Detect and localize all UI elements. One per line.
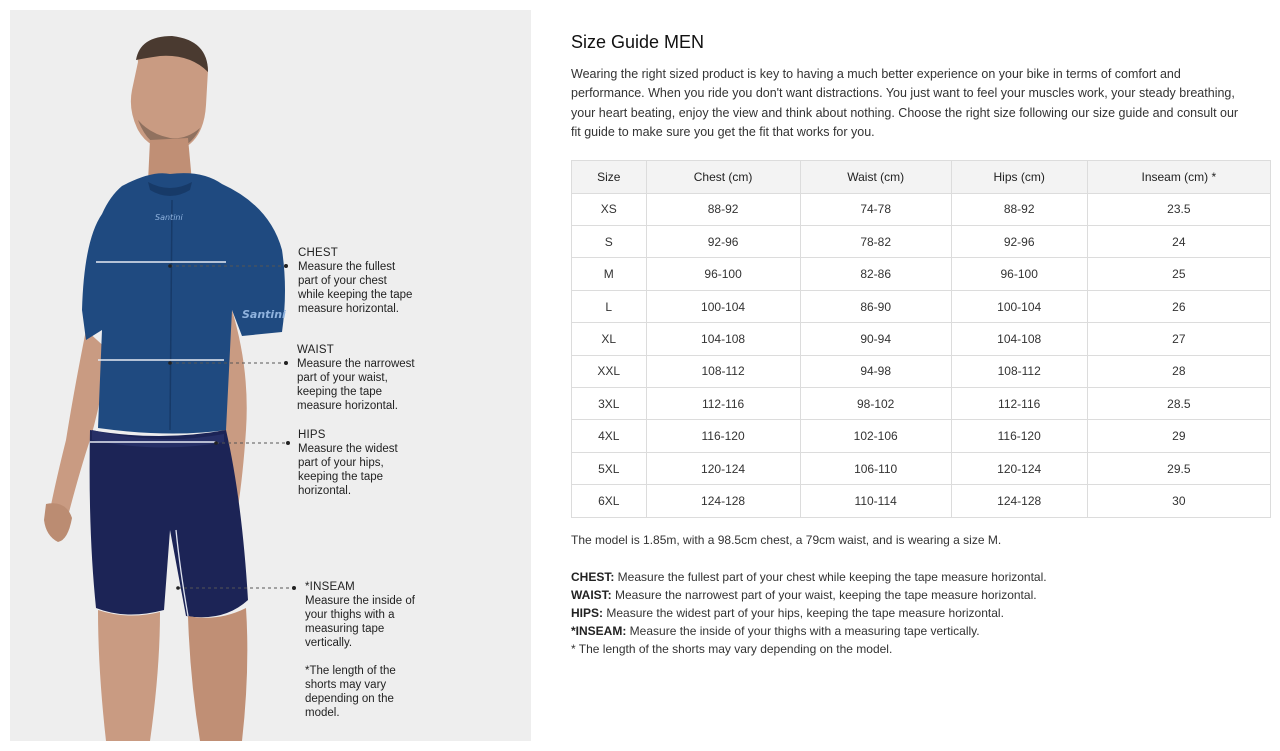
inseam-cell: 29.5 xyxy=(1087,452,1270,484)
chest-cell: 112-116 xyxy=(646,388,800,420)
inseam-cell: 28.5 xyxy=(1087,388,1270,420)
table-header-row xyxy=(572,161,1271,194)
callout-chest-description: Measure the fullest part of your chest while keeping the tape measure horizontal. xyxy=(298,261,413,315)
hips-cell: 92-96 xyxy=(951,226,1087,258)
callout-hips-description: Measure the widest part of your hips, keeping the tape horizontal. xyxy=(298,443,398,497)
definition-line xyxy=(571,568,1271,586)
waist-cell: 94-98 xyxy=(800,355,951,387)
chest-cell: 116-120 xyxy=(646,420,800,452)
hips-cell: 108-112 xyxy=(951,355,1087,387)
waist-cell: 82-86 xyxy=(800,258,951,290)
hips-cell: 100-104 xyxy=(951,290,1087,322)
size-cell: 5XL xyxy=(572,452,647,484)
definition-line xyxy=(571,640,1271,658)
size-guide-content xyxy=(571,30,1271,658)
callout-chest-heading: CHEST xyxy=(298,247,338,259)
definition-line xyxy=(571,586,1271,604)
chest-cell: 100-104 xyxy=(646,290,800,322)
hips-cell: 116-120 xyxy=(951,420,1087,452)
waist-cell: 86-90 xyxy=(800,290,951,322)
hips-cell: 104-108 xyxy=(951,323,1087,355)
table-row xyxy=(572,355,1271,387)
table-row xyxy=(572,193,1271,225)
size-cell: L xyxy=(572,290,647,322)
callout-inseam-description: Measure the inside of your thighs with a measuring tape vertically. xyxy=(305,595,415,649)
size-table xyxy=(571,160,1271,517)
waist-cell: 110-114 xyxy=(800,485,951,517)
hips-cell: 124-128 xyxy=(951,485,1087,517)
definition-term: CHEST: xyxy=(571,569,615,584)
table-row xyxy=(572,323,1271,355)
hips-cell: 96-100 xyxy=(951,258,1087,290)
table-row xyxy=(572,452,1271,484)
inseam-cell: 26 xyxy=(1087,290,1270,322)
callout-inseam xyxy=(305,580,415,720)
definition-term: WAIST: xyxy=(571,587,612,602)
callout-waist-description: Measure the narrowest part of your waist, keeping the tape measure horizontal. xyxy=(297,358,415,412)
inseam-cell: 24 xyxy=(1087,226,1270,258)
waist-cell: 90-94 xyxy=(800,323,951,355)
callout-waist-heading: WAIST xyxy=(297,344,334,356)
waist-cell: 74-78 xyxy=(800,193,951,225)
model-figure xyxy=(10,10,531,741)
chest-cell: 92-96 xyxy=(646,226,800,258)
callout-chest xyxy=(298,246,412,316)
callout-inseam-heading: *INSEAM xyxy=(305,581,355,593)
waist-cell: 98-102 xyxy=(800,388,951,420)
callout-hips-heading: HIPS xyxy=(298,429,326,441)
chest-cell: 88-92 xyxy=(646,193,800,225)
chest-cell: 120-124 xyxy=(646,452,800,484)
size-cell: XXL xyxy=(572,355,647,387)
definition-text: * The length of the shorts may vary depending on the model. xyxy=(571,641,893,656)
jersey-logo-sleeve: Santini xyxy=(242,308,286,321)
model-illustration xyxy=(10,10,531,741)
inseam-cell: 28 xyxy=(1087,355,1270,387)
page-title: Size Guide MEN xyxy=(571,32,705,52)
inseam-cell: 27 xyxy=(1087,323,1270,355)
chest-cell: 108-112 xyxy=(646,355,800,387)
definition-text: Measure the fullest part of your chest while keeping the tape measure horizontal. xyxy=(614,569,1047,584)
hips-cell: 112-116 xyxy=(951,388,1087,420)
chest-cell: 104-108 xyxy=(646,323,800,355)
intro-paragraph: Wearing the right sized product is key to having a much better experience on your bike in terms of comfort and performance. When you ride you don't want distractions. You just want to feel your muscles work, your steady breathing, your heart beating, enjoy the view and think about nothing. Choose the right size following our size guide and consult our fit guide to make sure you get the fit that works for you. xyxy=(571,67,1239,139)
table-row xyxy=(572,388,1271,420)
definition-text: Measure the inside of your thighs with a measuring tape vertically. xyxy=(626,623,980,638)
shorts-shape xyxy=(90,430,248,617)
inseam-cell: 30 xyxy=(1087,485,1270,517)
callout-hips xyxy=(298,428,398,498)
callout-inseam-note: *The length of the shorts may vary depending on the model. xyxy=(305,665,396,719)
callout-waist xyxy=(297,343,415,413)
hips-cell: 88-92 xyxy=(951,193,1087,225)
definition-term: HIPS: xyxy=(571,605,604,620)
size-cell: 4XL xyxy=(572,420,647,452)
column-header-size: Size xyxy=(572,161,647,194)
chest-cell: 96-100 xyxy=(646,258,800,290)
column-header-hips: Hips (cm) xyxy=(951,161,1087,194)
size-cell: 6XL xyxy=(572,485,647,517)
size-cell: XL xyxy=(572,323,647,355)
column-header-inseam: Inseam (cm) * xyxy=(1087,161,1270,194)
inseam-cell: 25 xyxy=(1087,258,1270,290)
column-header-chest: Chest (cm) xyxy=(646,161,800,194)
waist-cell: 106-110 xyxy=(800,452,951,484)
table-row xyxy=(572,258,1271,290)
definition-line xyxy=(571,622,1271,640)
definition-text: Measure the narrowest part of your waist, keeping the tape measure horizontal. xyxy=(611,587,1037,602)
model-note: The model is 1.85m, with a 98.5cm chest, a 79cm waist, and is wearing a size M. xyxy=(571,532,1002,547)
definition-term: *INSEAM: xyxy=(571,623,627,638)
chest-cell: 124-128 xyxy=(646,485,800,517)
hips-cell: 120-124 xyxy=(951,452,1087,484)
waist-cell: 102-106 xyxy=(800,420,951,452)
column-header-waist: Waist (cm) xyxy=(800,161,951,194)
table-row xyxy=(572,420,1271,452)
definition-line xyxy=(571,604,1271,622)
measurement-definitions xyxy=(571,568,1271,658)
size-table-body xyxy=(572,193,1271,517)
size-cell: 3XL xyxy=(572,388,647,420)
jersey-logo-chest: Santini xyxy=(155,213,183,222)
definition-text: Measure the widest part of your hips, keeping the tape measure horizontal. xyxy=(603,605,1004,620)
size-cell: M xyxy=(572,258,647,290)
table-row xyxy=(572,485,1271,517)
waist-cell: 78-82 xyxy=(800,226,951,258)
size-cell: S xyxy=(572,226,647,258)
inseam-cell: 29 xyxy=(1087,420,1270,452)
size-cell: XS xyxy=(572,193,647,225)
jersey-shape xyxy=(82,173,285,433)
table-row xyxy=(572,226,1271,258)
inseam-cell: 23.5 xyxy=(1087,193,1270,225)
table-row xyxy=(572,290,1271,322)
